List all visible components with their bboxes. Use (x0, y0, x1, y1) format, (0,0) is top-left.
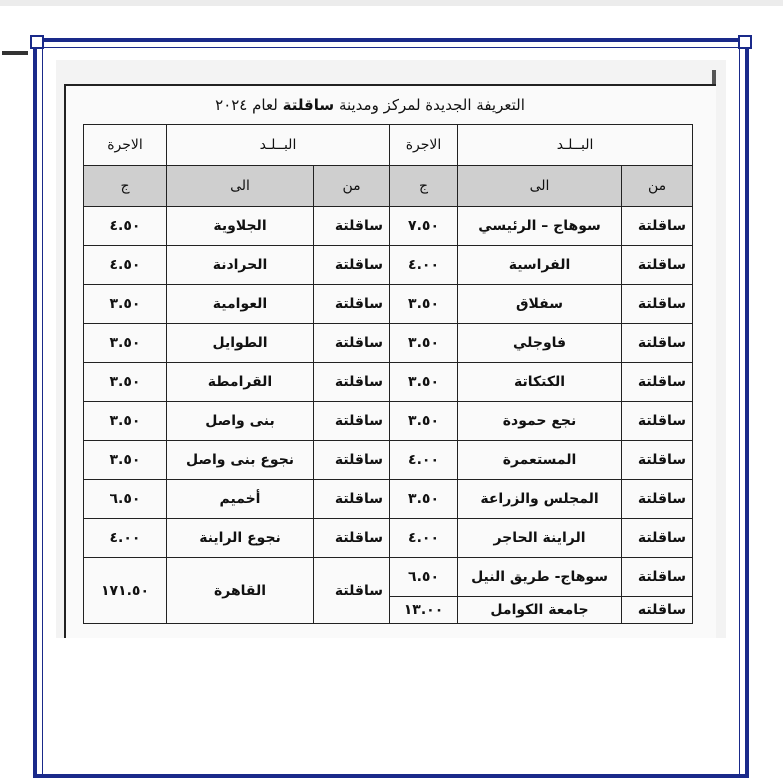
header-fare: الاجرة (84, 125, 167, 166)
cell-to: نجوع بنى واصل (167, 441, 314, 480)
border-corner-ornament (30, 35, 44, 49)
cell-to: المستعمرة (458, 441, 622, 480)
cell-to: المجلس والزراعة (458, 480, 622, 519)
cell-fare: ٣.٥٠ (84, 402, 167, 441)
cell-from: ساقلتة (314, 207, 390, 246)
header-balad: البــلـد (167, 125, 390, 166)
title-part: لعام ٢٠٢٤ (215, 96, 278, 114)
header-from: من (622, 166, 693, 207)
table-row (84, 207, 693, 246)
title-city: ساقلتة (282, 96, 335, 114)
cell-from: ساقلتة (622, 519, 693, 558)
document-title (120, 96, 620, 114)
cell-to: سوهاج- طريق النيل (458, 558, 622, 597)
cell-fare: ٦.٥٠ (84, 480, 167, 519)
cell-fare: ٤.٠٠ (84, 519, 167, 558)
header-currency: ج (390, 166, 458, 207)
cell-to: أخميم (167, 480, 314, 519)
table-row (84, 480, 693, 519)
cell-to: نجوع الراينة (167, 519, 314, 558)
table-row (84, 324, 693, 363)
cell-to: الكتكاتة (458, 363, 622, 402)
cell-fare: ٣.٥٠ (84, 324, 167, 363)
cell-from: ساقلتة (622, 246, 693, 285)
cell-fare: ٦.٥٠ (390, 558, 458, 597)
table-row (84, 558, 693, 597)
cell-fare: ٣.٥٠ (84, 441, 167, 480)
cell-fare: ٤.٠٠ (390, 441, 458, 480)
cell-to: فاوجلي (458, 324, 622, 363)
table-row (84, 246, 693, 285)
cell-from: ساقلتة (622, 558, 693, 597)
table-row (84, 402, 693, 441)
cell-to: العوامية (167, 285, 314, 324)
cell-from: ساقلتة (314, 441, 390, 480)
cell-from: ساقلته (622, 597, 693, 624)
cell-fare: ١٧١.٥٠ (84, 558, 167, 624)
table-row (84, 441, 693, 480)
cell-fare: ٣.٥٠ (390, 324, 458, 363)
dash-mark (2, 51, 28, 55)
cell-fare: ٣.٥٠ (84, 363, 167, 402)
border-corner-ornament (738, 35, 752, 49)
header-to: الى (458, 166, 622, 207)
table-row (84, 363, 693, 402)
cell-fare: ٣.٥٠ (84, 285, 167, 324)
cell-from: ساقلتة (314, 285, 390, 324)
cell-fare: ٤.٠٠ (390, 246, 458, 285)
cell-to: الحرادنة (167, 246, 314, 285)
cell-from: ساقلتة (622, 285, 693, 324)
cell-to: نجع حمودة (458, 402, 622, 441)
cell-fare: ٤.٥٠ (84, 207, 167, 246)
cell-from: ساقلتة (314, 363, 390, 402)
title-part: التعريفة الجديدة لمركز ومدينة (338, 96, 525, 114)
cell-from: ساقلتة (622, 363, 693, 402)
cell-fare: ٤.٠٠ (390, 519, 458, 558)
cell-fare: ٣.٥٠ (390, 402, 458, 441)
cell-to: سفلاق (458, 285, 622, 324)
cell-to: جامعة الكوامل (458, 597, 622, 624)
cell-fare: ١٣.٠٠ (390, 597, 458, 624)
cell-fare: ٤.٥٠ (84, 246, 167, 285)
table-row (84, 519, 693, 558)
cell-from: ساقلتة (314, 558, 390, 624)
table-row (84, 285, 693, 324)
fare-table (83, 124, 693, 624)
cell-to: الراينة الحاجر (458, 519, 622, 558)
cell-from: ساقلتة (622, 480, 693, 519)
cell-to: الطوايل (167, 324, 314, 363)
cell-from: ساقلتة (314, 519, 390, 558)
cell-from: ساقلتة (622, 207, 693, 246)
cell-from: ساقلتة (622, 324, 693, 363)
cell-to: القاهرة (167, 558, 314, 624)
cell-from: ساقلتة (314, 324, 390, 363)
cell-from: ساقلتة (314, 480, 390, 519)
cell-fare: ٣.٥٠ (390, 285, 458, 324)
cell-to: بنى واصل (167, 402, 314, 441)
cell-from: ساقلتة (314, 246, 390, 285)
cell-to: القرامطة (167, 363, 314, 402)
cell-fare: ٧.٥٠ (390, 207, 458, 246)
cell-fare: ٣.٥٠ (390, 480, 458, 519)
header-to: الى (167, 166, 314, 207)
cell-to: الفراسية (458, 246, 622, 285)
header-fare: الاجرة (390, 125, 458, 166)
cell-to: سوهاج – الرئيسي (458, 207, 622, 246)
cell-fare: ٣.٥٠ (390, 363, 458, 402)
header-currency: ج (84, 166, 167, 207)
cell-to: الجلاوية (167, 207, 314, 246)
header-balad: البــلـد (458, 125, 693, 166)
cell-from: ساقلتة (622, 402, 693, 441)
cell-from: ساقلتة (622, 441, 693, 480)
cell-from: ساقلتة (314, 402, 390, 441)
header-from: من (314, 166, 390, 207)
top-bar (0, 0, 783, 6)
